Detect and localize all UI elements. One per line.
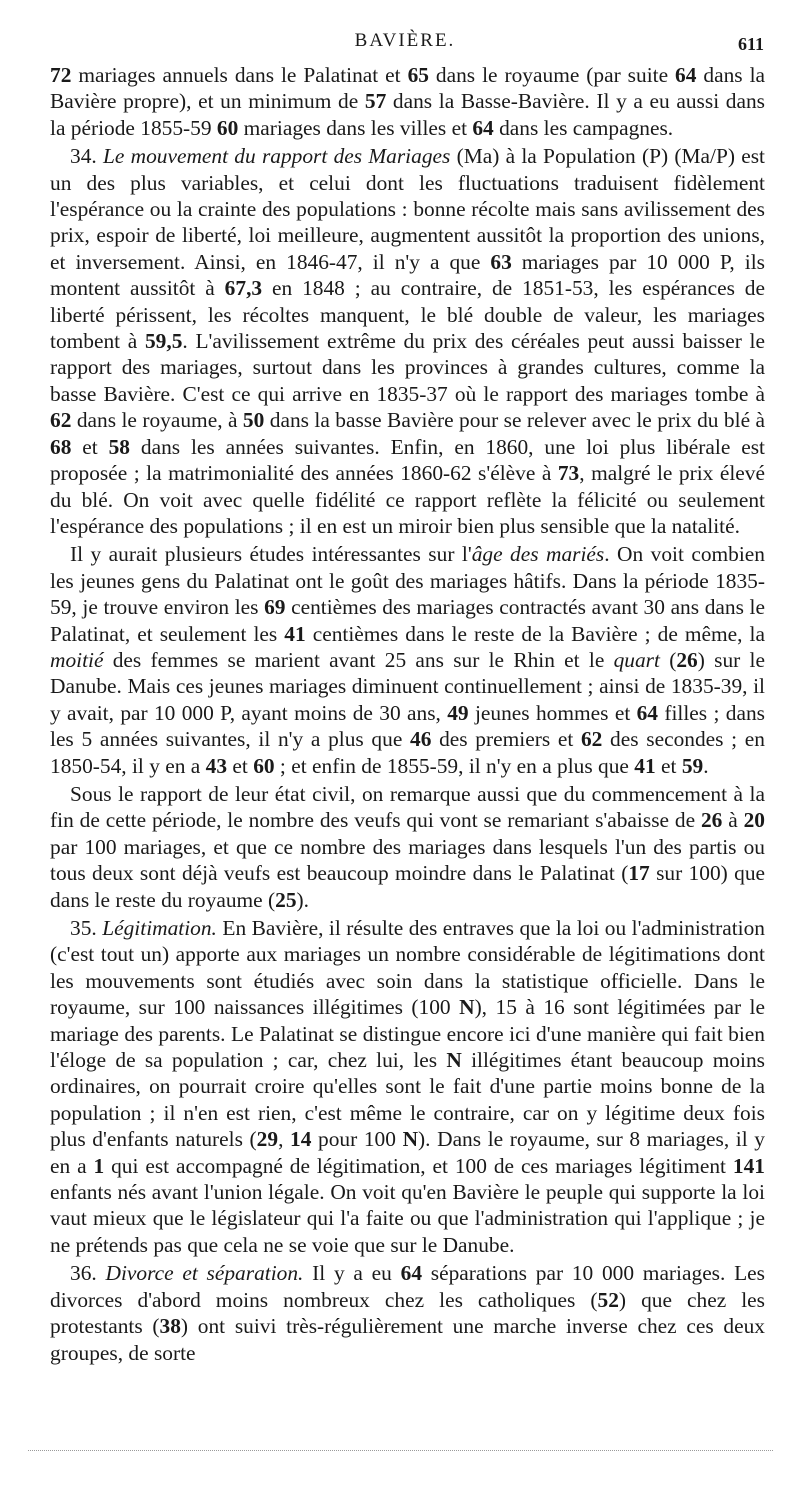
text-run: enfants nés avant l'union légale. On voit qu'en Bavière le peuple qui supporte la loi vaut mieux que le législateur qui l'a faite ou que l'administration qui l'applique ; je ne prétends pas que cela ne se voie que sur le Danube. (50, 1180, 765, 1257)
text-run: . L'avilissement extrême du prix des céréales peut aussi baisser le rapport des mariages, surtout dans les provinces à grandes cultures, comme la basse Bavière. C'est ce qui arrive en 1835-37 où le rapport des mariages tombe à (50, 329, 765, 406)
text-run: , malgré le prix élevé du blé. On voit avec quelle fidélité ce rapport reflète la félicité ou seulement l'espérance des populations ; il en est un miroir bien plus sensible que la natalité. (50, 461, 765, 538)
text-run: Il y aurait plusieurs études intéressantes sur l' (70, 542, 472, 567)
italic-text: Légitimation. (102, 916, 217, 940)
text-run: en 1848 ; au contraire, de 1851-53, les espérances de liberté périssent, les récoltes manquent, le blé double de valeur, les mariages tombent à (50, 276, 765, 354)
text-run: pour 100 (311, 1127, 403, 1152)
text-run: dans les années suivantes. Enfin, en 1860, une loi plus libérale est proposée ; la matrimonialité des années 1860-62 s'élève à (50, 434, 765, 486)
bold-figure: 38 (159, 1314, 181, 1339)
bold-figure: 20 (743, 808, 765, 833)
bold-figure: 64 (675, 63, 697, 87)
bold-figure: 64 (472, 115, 494, 140)
body-text (50, 62, 765, 1366)
bold-figure: 46 (410, 727, 432, 752)
bold-figure: 43 (205, 753, 228, 778)
text-run: ) sur le Danube. Mais ces jeunes mariages diminuent continuellement ; ainsi de 1835-39, il y avait, par 10 000 P, ayant moins de 30 ans, (50, 647, 765, 725)
page-number: 611 (737, 34, 764, 54)
text-run: et (71, 434, 109, 459)
text-run: ) que chez les protestants ( (50, 1287, 765, 1339)
bold-figure: 62 (50, 408, 72, 433)
running-title: BAVIÈRE. (354, 30, 456, 51)
bold-figure: 58 (108, 434, 130, 459)
paragraph-35-legitimation (50, 915, 765, 1258)
italic-text: quart (613, 647, 660, 672)
italic-text: âge des mariés (471, 542, 605, 567)
text-run: dans la Basse-Bavière. Il y a eu aussi dans la période 1855-59 (50, 89, 765, 140)
text-run: En Bavière, il résulte des entraves que la loi ou l'administration (c'est tout un) apporte aux mariages un nombre considérable de légitimations dont les mouvements sont étudiés avec soin dans la statistique officielle. Dans le royaume, sur 100 naissances illégitimes (100 (50, 916, 765, 1020)
bold-figure: 26 (676, 647, 698, 672)
text-run: 34. (70, 144, 103, 169)
bold-figure: 1 (93, 1153, 105, 1178)
text-run: mariages annuels dans le Palatinat et (71, 63, 408, 87)
text-run: 36. (70, 1261, 106, 1286)
text-run: et (227, 753, 254, 778)
text-run: mariages dans les villes et (238, 115, 473, 140)
text-run: à (722, 808, 744, 833)
text-run: sur 100) que dans le reste du royaume ( (50, 861, 766, 912)
bold-figure: 50 (242, 408, 265, 433)
text-run: 35. (70, 916, 103, 940)
text-run: mariages par 10 000 P, ils montent aussitôt à (50, 249, 765, 301)
bold-figure: 60 (216, 115, 239, 140)
text-run: dans le royaume, à (71, 408, 243, 433)
bold-figure: 60 (253, 753, 275, 778)
italic-text: Le mouvement du rapport des Mariages (103, 144, 451, 169)
text-run: des femmes se marient avant 25 ans sur le Rhin et le (103, 647, 614, 672)
text-run: ; et enfin de 1855-59, il n'y en a plus que (274, 753, 635, 778)
text-run: des premiers et (431, 727, 581, 752)
bold-figure: 29 (256, 1127, 279, 1152)
bold-figure: 17 (628, 861, 650, 886)
text-run: dans la basse Bavière pour se relever avec le prix du blé à (264, 408, 766, 433)
text-run: ). Dans le royaume, sur 8 mariages, il y en a (50, 1127, 765, 1178)
italic-text: moitié (50, 647, 104, 672)
italic-text: Divorce et séparation. (105, 1261, 304, 1286)
bold-figure: 41 (284, 621, 306, 646)
text-run: dans la Bavière propre), et un minimum de (50, 63, 766, 114)
text-run: dans le royaume (par suite (428, 63, 676, 87)
bold-figure: 41 (634, 753, 656, 778)
text-run: ) ont suivi très-régulièrement une marche inverse chez ces deux groupes, de sorte (50, 1314, 765, 1365)
text-run: , (278, 1127, 291, 1152)
text-run: et (655, 753, 682, 778)
bold-figure: 141 (732, 1153, 765, 1178)
bold-figure: 68 (50, 434, 72, 459)
paragraph-intro-continued (50, 62, 765, 141)
bold-figure: 64 (636, 700, 658, 725)
text-run: par 100 mariages, et que ce nombre des mariages dans lesquels l'un des partis ou tous deux sont déjà veufs est beaucoup moindre dans le Palatinat ( (50, 834, 765, 886)
bold-figure: 59 (681, 753, 704, 778)
text-run: ). (296, 887, 309, 912)
bold-figure: N (402, 1127, 419, 1152)
bold-figure: 67,3 (224, 276, 263, 301)
text-run: (Ma) à la Population (P) (Ma/P) est un des plus variables, et celui dont les fluctuations traduisent fidèlement l'espérance ou la crainte des populations : bonne récolte mais sans avilissement des prix, espoir de liberté, loi meilleure, augmentent aussitôt la proportion des unions, et inversement. Ainsi, en 1846-47, il n'y a que (50, 144, 766, 274)
text-run: . (703, 753, 709, 778)
text-run: illégitimes étant beaucoup moins ordinaires, on pourrait croire qu'elles sont le fait d'une partie moins bonne de la population ; il n'en est rien, c'est même le contraire, car on y légitime deux fois plus d'enfants naturels ( (50, 1048, 765, 1152)
bold-figure: 26 (700, 808, 723, 833)
bold-figure: 49 (447, 700, 469, 725)
text-run: séparations par 10 000 mariages. Les divorces d'abord moins nombreux chez les catholiques ( (50, 1261, 765, 1312)
paragraph-age-des-maries (50, 541, 765, 779)
text-run: dans les campagnes. (493, 115, 674, 140)
text-run: ( (659, 647, 677, 672)
running-header (40, 30, 770, 56)
bold-figure: N (459, 995, 475, 1020)
bold-figure: 62 (580, 727, 603, 752)
text-run: filles ; dans les 5 années suivantes, il n'y a plus que (50, 700, 765, 752)
text-run: jeunes hommes et (468, 700, 637, 725)
text-run: centièmes dans le reste de la Bavière ; de même, la (305, 621, 765, 646)
text-run: . On voit combien les jeunes gens du Palatinat ont le goût des mariages hâtifs. Dans la période 1835-59, je trouve environ les (50, 542, 765, 620)
bold-figure: 25 (275, 887, 297, 912)
paragraph-34-mouvement (50, 143, 765, 539)
bold-figure: 65 (407, 63, 429, 87)
bold-figure: N (446, 1048, 462, 1073)
paragraph-36-divorce (50, 1260, 765, 1366)
text-run: qui est accompagné de légitimation, et 100 de ces mariages légitiment (104, 1153, 733, 1178)
bold-figure: 59,5 (144, 329, 183, 354)
bold-figure: 52 (597, 1287, 619, 1312)
bottom-rule (28, 1450, 773, 1451)
bold-figure: 57 (364, 89, 387, 114)
text-run: Il y a eu (303, 1261, 401, 1286)
bold-figure: 69 (264, 595, 286, 620)
text-run: centièmes des mariages contractés avant 30 ans dans le Palatinat, et seulement les (50, 595, 765, 646)
bold-figure: 64 (400, 1261, 423, 1286)
text-run: ), 15 à 16 sont légitimées par le mariage des parents. Le Palatinat se distingue encore ici d'une manière qui fait bien l'éloge de sa population ; car, chez lui, les (50, 995, 765, 1073)
text-run: Sous le rapport de leur état civil, on remarque aussi que du commencement à la fin de cette période, le nombre des veufs qui vont se remariant s'abaisse de (50, 781, 765, 833)
bold-figure: 73 (557, 461, 580, 486)
paragraph-etat-civil (50, 781, 765, 913)
text-run: des secondes ; en 1850-54, il y en a (50, 727, 765, 778)
bold-figure: 72 (50, 63, 72, 87)
bold-figure: 14 (290, 1127, 312, 1152)
bold-figure: 63 (490, 249, 512, 274)
